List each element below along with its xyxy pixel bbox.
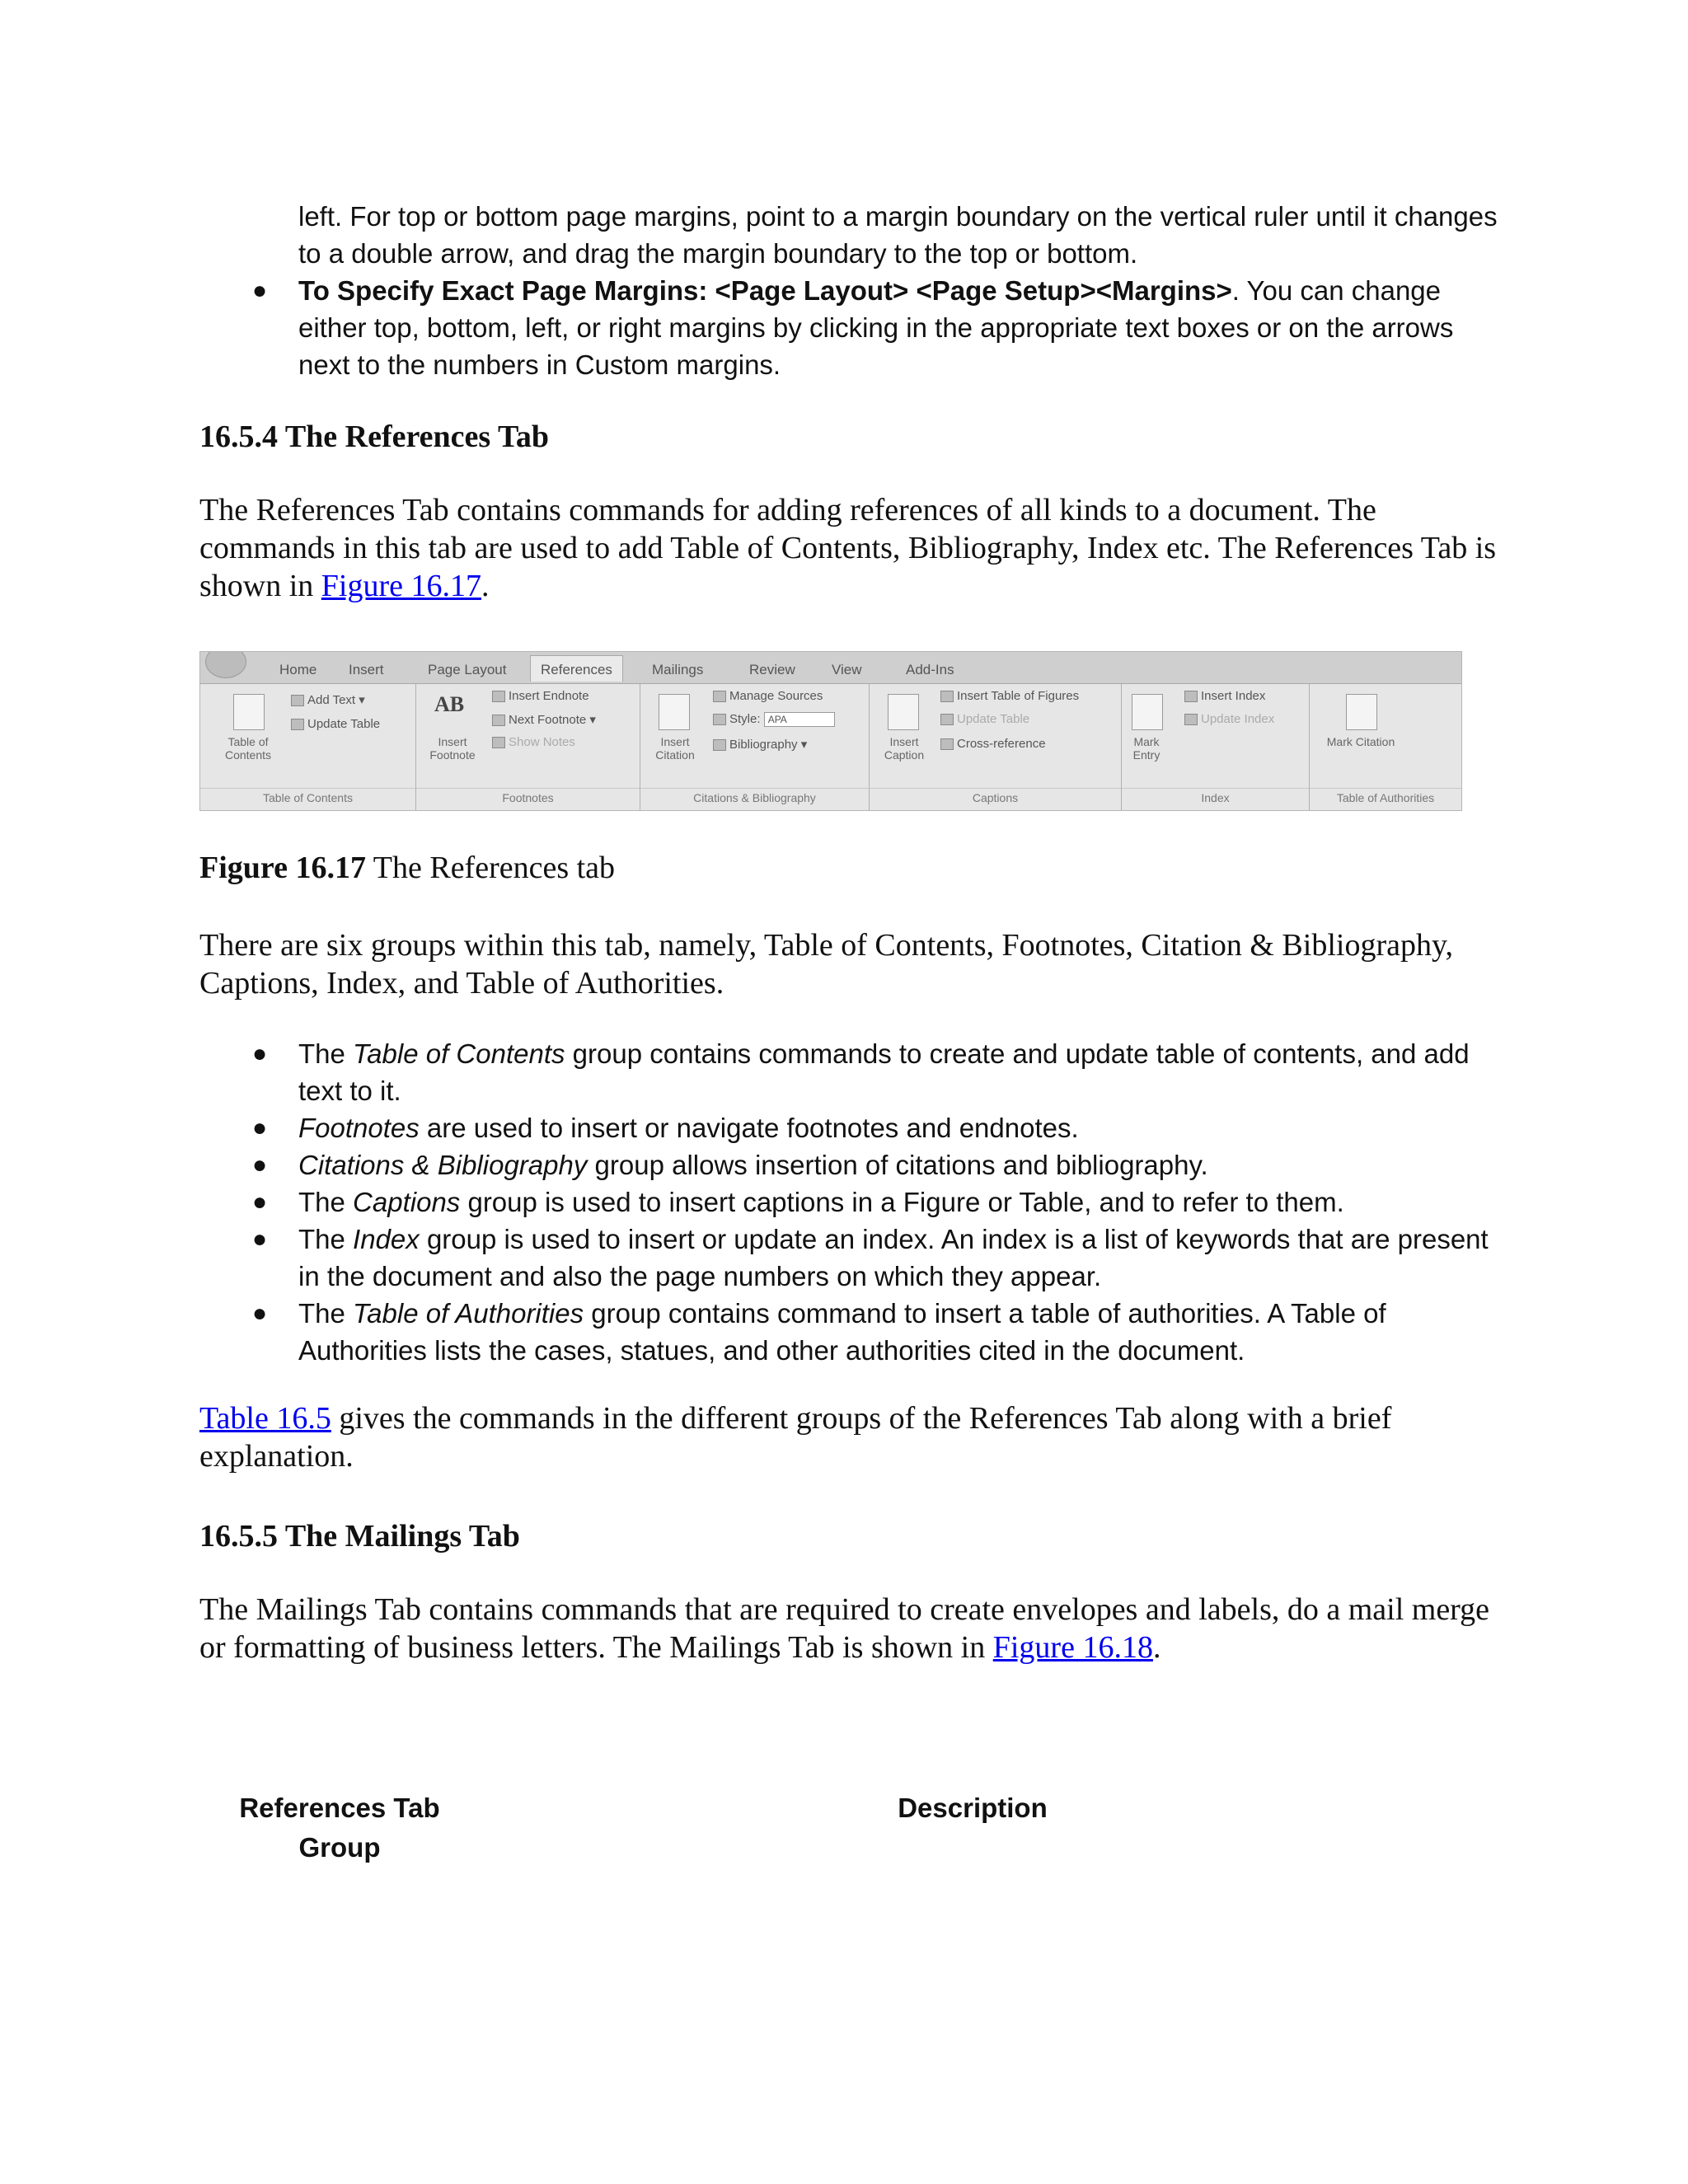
group-index [1122,684,1310,811]
tab-insert[interactable]: Insert [349,662,384,677]
insert-endnote-button[interactable]: Insert Endnote [492,689,589,703]
list-item: ● The Table of Authorities group contains command to insert a table of authorities. A Table of Authorities lists the cases, statues, and other authorities cited in the document. [298,1295,1502,1369]
add-text-button[interactable]: Add Text ▾ [291,692,365,707]
endnote-icon [492,691,505,702]
tab-references[interactable]: References [530,655,623,682]
insert-caption-button-label[interactable]: Insert Caption [884,735,925,762]
mailings-intro-paragraph: The Mailings Tab contains commands that are required to create envelopes and labels, do a mail merge or formatting of business letters. The Mailings Tab is shown in Figure 16.18. [199,1592,1490,1665]
references-intro-paragraph: The References Tab contains commands for adding references of all kinds to a document. The commands in this tab are used to add Table of Contents, Bibliography, Index etc. The References Tab is shown in Figure 16.17. [199,493,1497,603]
list-item: ● The Index group is used to insert or update an index. An index is a list of keywords that are present in the document and also the page numbers on which they appear. [298,1221,1502,1295]
update-table-button[interactable]: Update Table [291,717,380,731]
figure-16-17-link[interactable]: Figure 16.17 [321,569,482,603]
bullet-icon: ● [252,1114,268,1141]
insert-footnote-icon[interactable]: AB [434,692,465,716]
mark-entry-icon[interactable] [1132,694,1163,730]
tab-view[interactable]: View [832,662,862,677]
group-footnotes [416,684,640,811]
insert-table-of-figures-button[interactable]: Insert Table of Figures [940,689,1079,703]
list-item-text: left. For top or bottom page margins, point to a margin boundary on the vertical ruler until it changes to a double arrow, and drag the margin boundary to the top or bottom. [298,201,1498,269]
table-reference-paragraph: Table 16.5 gives the commands in the different groups of the References Tab along with a brief explanation. [199,1401,1392,1474]
section-heading-mailings: 16.5.5 The Mailings Tab [199,1519,520,1554]
show-notes-button[interactable]: Show Notes [492,735,575,749]
bullet-icon: ● [252,1040,268,1067]
tab-mailings[interactable]: Mailings [652,662,704,677]
next-footnote-button[interactable]: Next Footnote ▾ [492,712,596,727]
group-label: Captions [870,788,1121,804]
tab-add-ins[interactable]: Add-Ins [906,662,954,677]
figure-16-18-link[interactable]: Figure 16.18 [992,1630,1153,1665]
table-of-contents-icon[interactable] [233,694,265,730]
office-button-icon [205,651,246,678]
update-icon [1184,714,1198,725]
list-item-bold-text: To Specify Exact Page Margins: <Page Layout> <Page Setup><Margins> [298,275,1232,306]
list-item: ● The Table of Contents group contains commands to create and update table of contents, and add text to it. [298,1035,1502,1109]
style-dropdown[interactable]: Style: APA [713,712,835,727]
ribbon-body [200,683,1461,811]
group-label: Citations & Bibliography [640,788,869,804]
list-item [252,272,1502,383]
tab-home[interactable]: Home [279,662,317,677]
groups-list [252,1035,1502,1369]
cross-reference-icon [940,738,954,750]
update-index-button[interactable]: Update Index [1184,712,1274,726]
list-item: ● The Captions group is used to insert captions in a Figure or Table, and to refer to them. [298,1183,1502,1221]
group-captions [870,684,1122,811]
add-text-icon [291,695,304,706]
bullet-icon: ● [252,1151,268,1179]
list-item: ● Citations & Bibliography group allows insertion of citations and bibliography. [298,1146,1502,1183]
table-16-5-link[interactable]: Table 16.5 [199,1401,331,1436]
tab-review[interactable]: Review [749,662,795,677]
group-table-of-authorities [1310,684,1461,811]
group-label: Index [1122,788,1309,804]
insert-footnote-button-label[interactable]: Insert Footnote [429,735,476,762]
list-item [298,198,1502,272]
update-table-figures-button[interactable]: Update Table [940,712,1029,726]
update-icon [291,719,304,730]
group-table-of-contents [200,684,416,811]
insert-caption-icon[interactable] [888,694,919,730]
references-ribbon-figure [199,651,1462,811]
insert-index-button[interactable]: Insert Index [1184,689,1265,703]
style-icon [713,714,726,725]
cross-reference-button[interactable]: Cross-reference [940,737,1046,751]
table-of-figures-icon [940,691,954,702]
manage-sources-button[interactable]: Manage Sources [713,689,823,703]
insert-citation-icon[interactable] [659,694,690,730]
bullet-icon: ● [252,1226,268,1253]
bullet-icon: ● [252,1300,268,1327]
mark-entry-button-label[interactable]: Mark Entry [1132,735,1160,762]
table-header-description: Description [898,1793,1048,1823]
mark-citation-button-label[interactable]: Mark Citation [1326,735,1395,748]
group-citations-bibliography [640,684,870,811]
section-heading-references: 16.5.4 The References Tab [199,419,549,454]
update-icon [940,714,954,725]
figure-caption: Figure 16.17 The References tab [199,851,616,885]
next-footnote-icon [492,715,505,726]
group-label: Table of Authorities [1310,788,1461,804]
tab-page-layout[interactable]: Page Layout [428,662,507,677]
table-of-contents-button-label[interactable]: Table of Contents [224,735,272,762]
bibliography-button[interactable]: Bibliography ▾ [713,737,807,752]
table-header-group: References Tab Group [239,1793,440,1863]
bullet-icon: ● [252,277,268,304]
ribbon-tab-bar [200,652,1461,685]
group-label: Footnotes [416,788,640,804]
mark-citation-icon[interactable] [1346,694,1377,730]
manage-sources-icon [713,691,726,702]
margin-instructions-list [252,198,1502,383]
groups-paragraph: There are six groups within this tab, namely, Table of Contents, Footnotes, Citation & Bibliography, Captions, Index, and Table of Authorities. [199,928,1454,1001]
insert-citation-button-label[interactable]: Insert Citation [655,735,695,762]
bullet-icon: ● [252,1188,268,1216]
list-item-text: . You can change either top, bottom, left, or right margins by clicking in the appropriate text boxes or on the arrows next to the numbers in Custom margins. [298,275,1454,380]
insert-index-icon [1184,691,1198,702]
show-notes-icon [492,737,505,748]
bibliography-icon [713,739,726,751]
list-item: ● Footnotes are used to insert or navigate footnotes and endnotes. [298,1109,1502,1146]
group-label: Table of Contents [200,788,415,804]
